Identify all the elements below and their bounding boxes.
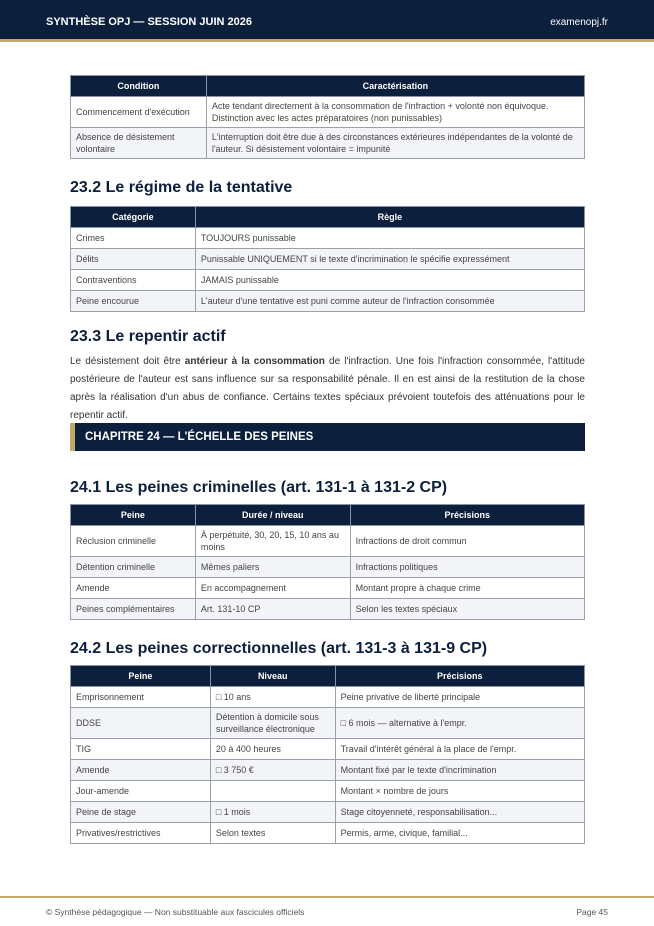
- column-header: Précisions: [350, 505, 584, 526]
- table-cell: □ 10 ans: [210, 687, 335, 708]
- table-row: [71, 228, 585, 249]
- table-cell: Amende: [71, 578, 196, 599]
- table-row: [71, 802, 585, 823]
- column-header: Peine: [71, 666, 211, 687]
- table-cell: L'auteur d'une tentative est puni comme auteur de l'infraction consommée: [195, 291, 584, 312]
- table-row: [71, 739, 585, 760]
- table-cell: Réclusion criminelle: [71, 526, 196, 557]
- table-cell: Art. 131-10 CP: [195, 599, 350, 620]
- table-cell: Crimes: [71, 228, 196, 249]
- table-cell: Absence de désistement volontaire: [71, 128, 207, 159]
- table-cell: Contraventions: [71, 270, 196, 291]
- table-cell: Montant fixé par le texte d'incrimination: [335, 760, 584, 781]
- table-cell: Infractions de droit commun: [350, 526, 584, 557]
- table-cell: Peines complémentaires: [71, 599, 196, 620]
- table-cell: □ 1 mois: [210, 802, 335, 823]
- table-cell: Permis, arme, civique, familial...: [335, 823, 584, 844]
- table-cell: Montant propre à chaque crime: [350, 578, 584, 599]
- text: Le désistement doit être: [70, 356, 185, 367]
- table-row: [71, 687, 585, 708]
- table-cell: Délits: [71, 249, 196, 270]
- table-cell: Détention criminelle: [71, 557, 196, 578]
- table-cell: Amende: [71, 760, 211, 781]
- table-header-row: [71, 207, 585, 228]
- table-cell: TIG: [71, 739, 211, 760]
- table-cell: Peine de stage: [71, 802, 211, 823]
- table-row: [71, 291, 585, 312]
- table-cell: Infractions politiques: [350, 557, 584, 578]
- table-cell: Montant × nombre de jours: [335, 781, 584, 802]
- table-row: [71, 781, 585, 802]
- table-cell: Travail d'intérêt général à la place de l'empr.: [335, 739, 584, 760]
- table-cell: □ 6 mois — alternative à l'empr.: [335, 708, 584, 739]
- table-row: [71, 128, 585, 159]
- paragraph-repentir: [70, 353, 585, 425]
- table-cell: Privatives/restrictives: [71, 823, 211, 844]
- header-title: SYNTHÈSE OPJ — SESSION JUIN 2026: [46, 16, 253, 28]
- table-row: [71, 557, 585, 578]
- table-peines-correctionnelles: [70, 665, 585, 844]
- column-header: Durée / niveau: [195, 505, 350, 526]
- page-footer: [0, 896, 654, 917]
- table-cell: Peine privative de liberté principale: [335, 687, 584, 708]
- table-cell: [210, 781, 335, 802]
- table-header-row: [71, 505, 585, 526]
- table-row: [71, 249, 585, 270]
- table-cell: Peine encourue: [71, 291, 196, 312]
- column-header: Caractérisation: [206, 76, 584, 97]
- section-title-24-1: 24.1 Les peines criminelles (art. 131-1 à 131-2 CP): [70, 479, 448, 496]
- chapter-banner: CHAPITRE 24 — L'ÉCHELLE DES PEINES: [70, 423, 585, 451]
- table-cell: DDSE: [71, 708, 211, 739]
- table-cell: Jour-amende: [71, 781, 211, 802]
- column-header: Condition: [71, 76, 207, 97]
- table-cell: TOUJOURS punissable: [195, 228, 584, 249]
- text: de l'infraction. Une fois l'infraction consommée, l'attitude postérieure de l'auteur est sans influence sur sa responsabilité pénale. Il en est ainsi de la restitution de la chose après la réalisation d'un abus de confiance. Certains textes spéciaux prévoient toutefois des atténuations pour le repentir actif.: [70, 356, 585, 421]
- column-header: Niveau: [210, 666, 335, 687]
- section-title-23-2: 23.2 Le régime de la tentative: [70, 179, 293, 196]
- table-cell: □ 3 750 €: [210, 760, 335, 781]
- table-cell: Commencement d'exécution: [71, 97, 207, 128]
- page-header: [0, 0, 654, 42]
- table-header-row: [71, 666, 585, 687]
- column-header: Catégorie: [71, 207, 196, 228]
- footer-disclaimer: © Synthèse pédagogique — Non substituable aux fascicules officiels: [46, 907, 305, 917]
- table-tentative-conditions: [70, 75, 585, 159]
- table-row: [71, 823, 585, 844]
- table-row: [71, 270, 585, 291]
- table-row: [71, 760, 585, 781]
- table-row: [71, 708, 585, 739]
- table-cell: Acte tendant directement à la consommation de l'infraction + volonté non équivoque. Distinction avec les actes préparatoires (non punissables): [206, 97, 584, 128]
- table-cell: Punissable UNIQUEMENT si le texte d'incrimination le spécifie expressément: [195, 249, 584, 270]
- column-header: Peine: [71, 505, 196, 526]
- table-cell: Selon les textes spéciaux: [350, 599, 584, 620]
- table-cell: En accompagnement: [195, 578, 350, 599]
- table-header-row: [71, 76, 585, 97]
- column-header: Précisions: [335, 666, 584, 687]
- table-cell: Stage citoyenneté, responsabilisation...: [335, 802, 584, 823]
- table-cell: Détention à domicile sous surveillance électronique: [210, 708, 335, 739]
- section-title-24-2: 24.2 Les peines correctionnelles (art. 131-3 à 131-9 CP): [70, 640, 488, 657]
- table-cell: Emprisonnement: [71, 687, 211, 708]
- table-cell: 20 à 400 heures: [210, 739, 335, 760]
- table-row: [71, 97, 585, 128]
- table-row: [71, 599, 585, 620]
- page-number: Page 45: [576, 907, 608, 917]
- column-header: Règle: [195, 207, 584, 228]
- table-peines-criminelles: [70, 504, 585, 620]
- table-cell: À perpétuité, 30, 20, 15, 10 ans au moins: [195, 526, 350, 557]
- table-row: [71, 578, 585, 599]
- section-title-23-3: 23.3 Le repentir actif: [70, 328, 226, 345]
- bold-text: antérieur à la consommation: [184, 356, 325, 367]
- table-cell: Selon textes: [210, 823, 335, 844]
- table-regime-tentative: [70, 206, 585, 312]
- header-site: examenopj.fr: [550, 17, 608, 28]
- table-row: [71, 526, 585, 557]
- table-cell: JAMAIS punissable: [195, 270, 584, 291]
- table-cell: L'interruption doit être due à des circonstances extérieures indépendantes de la volonté de l'auteur. Si désistement volontaire = impunité: [206, 128, 584, 159]
- table-cell: Mêmes paliers: [195, 557, 350, 578]
